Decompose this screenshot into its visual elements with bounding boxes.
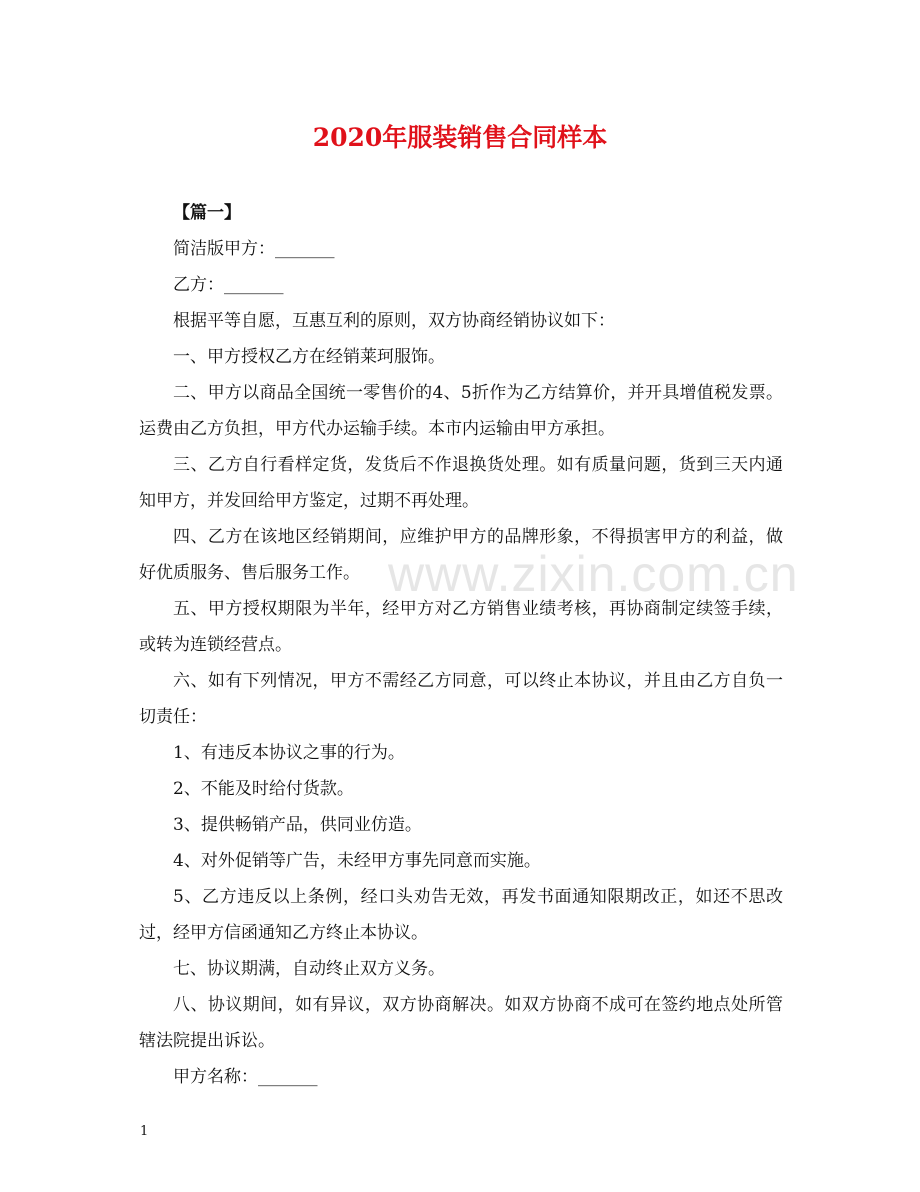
clause-8: 八、协议期间，如有异议，双方协商解决。如双方协商不成可在签约地点处所管辖法院提出诉讼。 (139, 995, 783, 1051)
clause-6-item-4: 4、对外促销等广告，未经甲方事先同意而实施。 (173, 851, 541, 871)
page-number: 1 (140, 1124, 149, 1139)
clause-2: 二、甲方以商品全国统一零售价的4、5折作为乙方结算价，并开具增值税发票。运费由乙方负担，甲方代办运输手续。本市内运输由甲方承担。 (139, 383, 783, 439)
clause-4: 四、乙方在该地区经销期间，应维护甲方的品牌形象，不得损害甲方的利益，做好优质服务、售后服务工作。 (139, 527, 783, 583)
document-body (0, 195, 920, 1095)
preamble: 根据平等自愿，互惠互利的原则，双方协商经销协议如下： (173, 311, 615, 331)
clause-5: 五、甲方授权期限为半年，经甲方对乙方销售业绩考核，再协商制定续签手续，或转为连锁经营点。 (139, 599, 783, 655)
clause-6-item-2: 2、不能及时给付货款。 (173, 779, 354, 799)
section-heading: 【篇一】 (173, 203, 241, 223)
party-a-name-line: 甲方名称：_______ (173, 1067, 318, 1087)
clause-6-item-3: 3、提供畅销产品，供同业仿造。 (173, 815, 422, 835)
party-b-line: 乙方：_______ (173, 275, 284, 295)
clause-3: 三、乙方自行看样定货，发货后不作退换货处理。如有质量问题，货到三天内通知甲方，并发回给甲方鉴定，过期不再处理。 (139, 455, 783, 511)
clause-6: 六、如有下列情况，甲方不需经乙方同意，可以终止本协议，并且由乙方自负一切责任： (139, 671, 783, 727)
watermark: www.zixin.com.cn (388, 546, 799, 602)
clause-6-item-1: 1、有违反本协议之事的行为。 (173, 743, 405, 763)
clause-7: 七、协议期满，自动终止双方义务。 (173, 959, 445, 979)
clause-1: 一、甲方授权乙方在经销莱珂服饰。 (173, 347, 445, 367)
clause-6-item-5: 5、乙方违反以上条例，经口头劝告无效，再发书面通知限期改正，如还不思改过，经甲方信函通知乙方终止本协议。 (139, 887, 783, 943)
page-title: 2020年服装销售合同样本 (312, 123, 608, 152)
party-a-line: 简洁版甲方：_______ (173, 239, 335, 259)
